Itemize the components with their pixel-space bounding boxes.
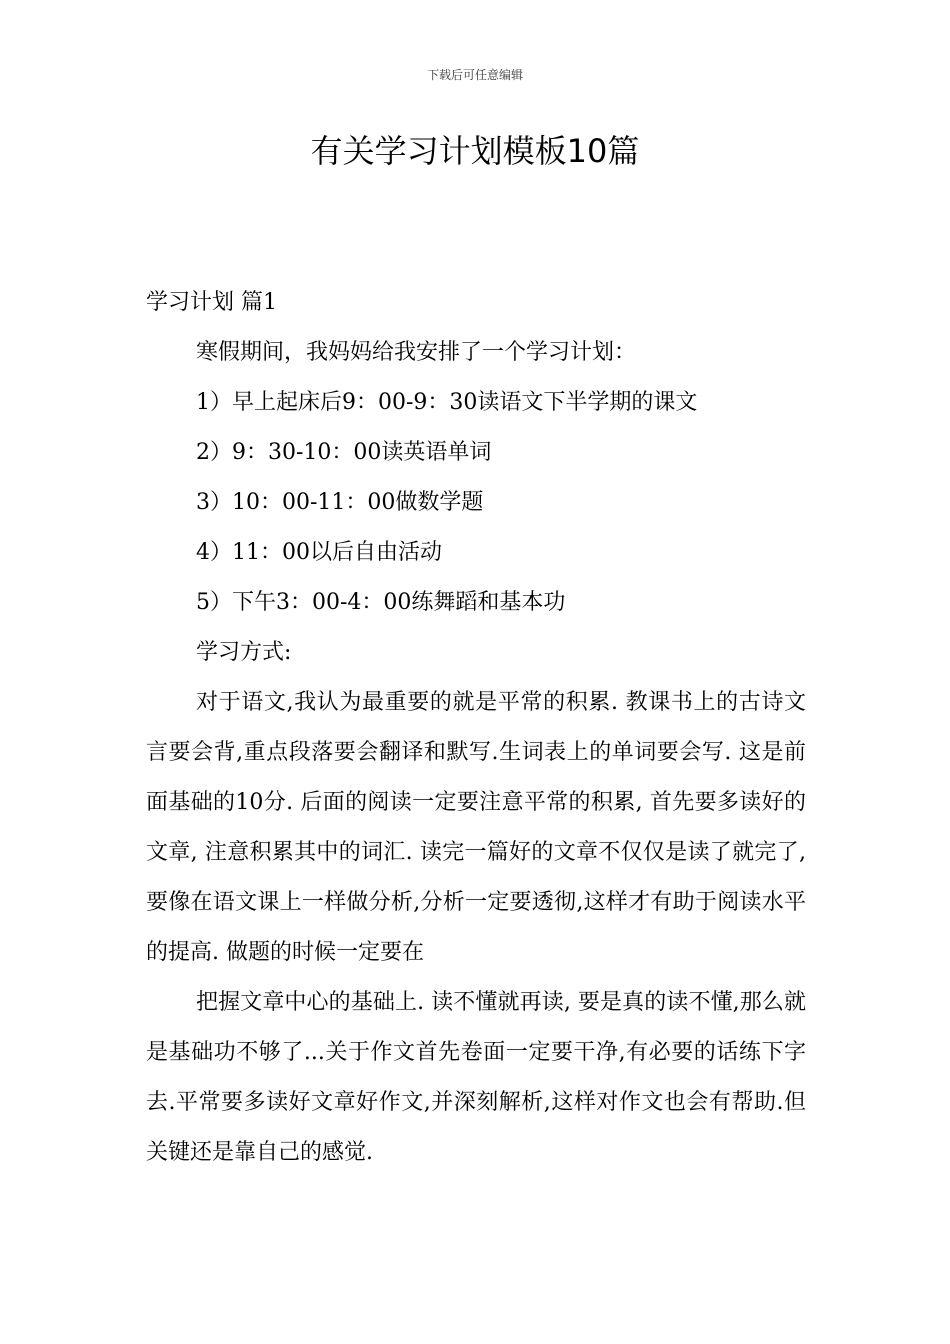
- schedule-item: 5）下午3：00-4：00练舞蹈和基本功: [196, 590, 566, 615]
- method-heading: 学习方式:: [196, 640, 292, 665]
- document-title: 有关学习计划模板10篇: [310, 132, 640, 170]
- body-paragraph: 对于语文,我认为最重要的就是平常的积累. 教课书上的古诗文言要会背,重点段落要会翻译和默写.生词表上的单词要会写. 这是前面基础的10分. 后面的阅读一定要注意平常的积累, 首先要多读好的文章, 注意积累其中的词汇. 读完一篇好的文章不仅仅是读了就完了,要像在语文课上一样做分析,分析一定要透彻,这样才有助于阅读水平的提高. 做题的时候一定要在: [146, 690, 806, 965]
- intro-line: 寒假期间，我妈妈给我安排了一个学习计划：: [196, 340, 637, 365]
- schedule-item: 1）早上起床后9：00-9：30读语文下半学期的课文: [196, 390, 698, 415]
- document-body: [146, 278, 806, 1178]
- header-note: 下载后可任意编辑: [426, 68, 523, 82]
- schedule-item: 4）11：00以后自由活动: [196, 540, 442, 565]
- body-paragraph: 把握文章中心的基础上. 读不懂就再读, 要是真的读不懂,那么就是基础功不够了...关于作文首先卷面一定要干净,有必要的话练下字去.平常要多读好文章好作文,并深刻解析,这样对作文也会有帮助.但关键还是靠自己的感觉.: [146, 990, 806, 1165]
- schedule-item: 3）10：00-11：00做数学题: [196, 490, 484, 515]
- schedule-item: 2）9：30-10：00读英语单词: [196, 440, 492, 465]
- section-heading: 学习计划 篇1: [146, 290, 277, 315]
